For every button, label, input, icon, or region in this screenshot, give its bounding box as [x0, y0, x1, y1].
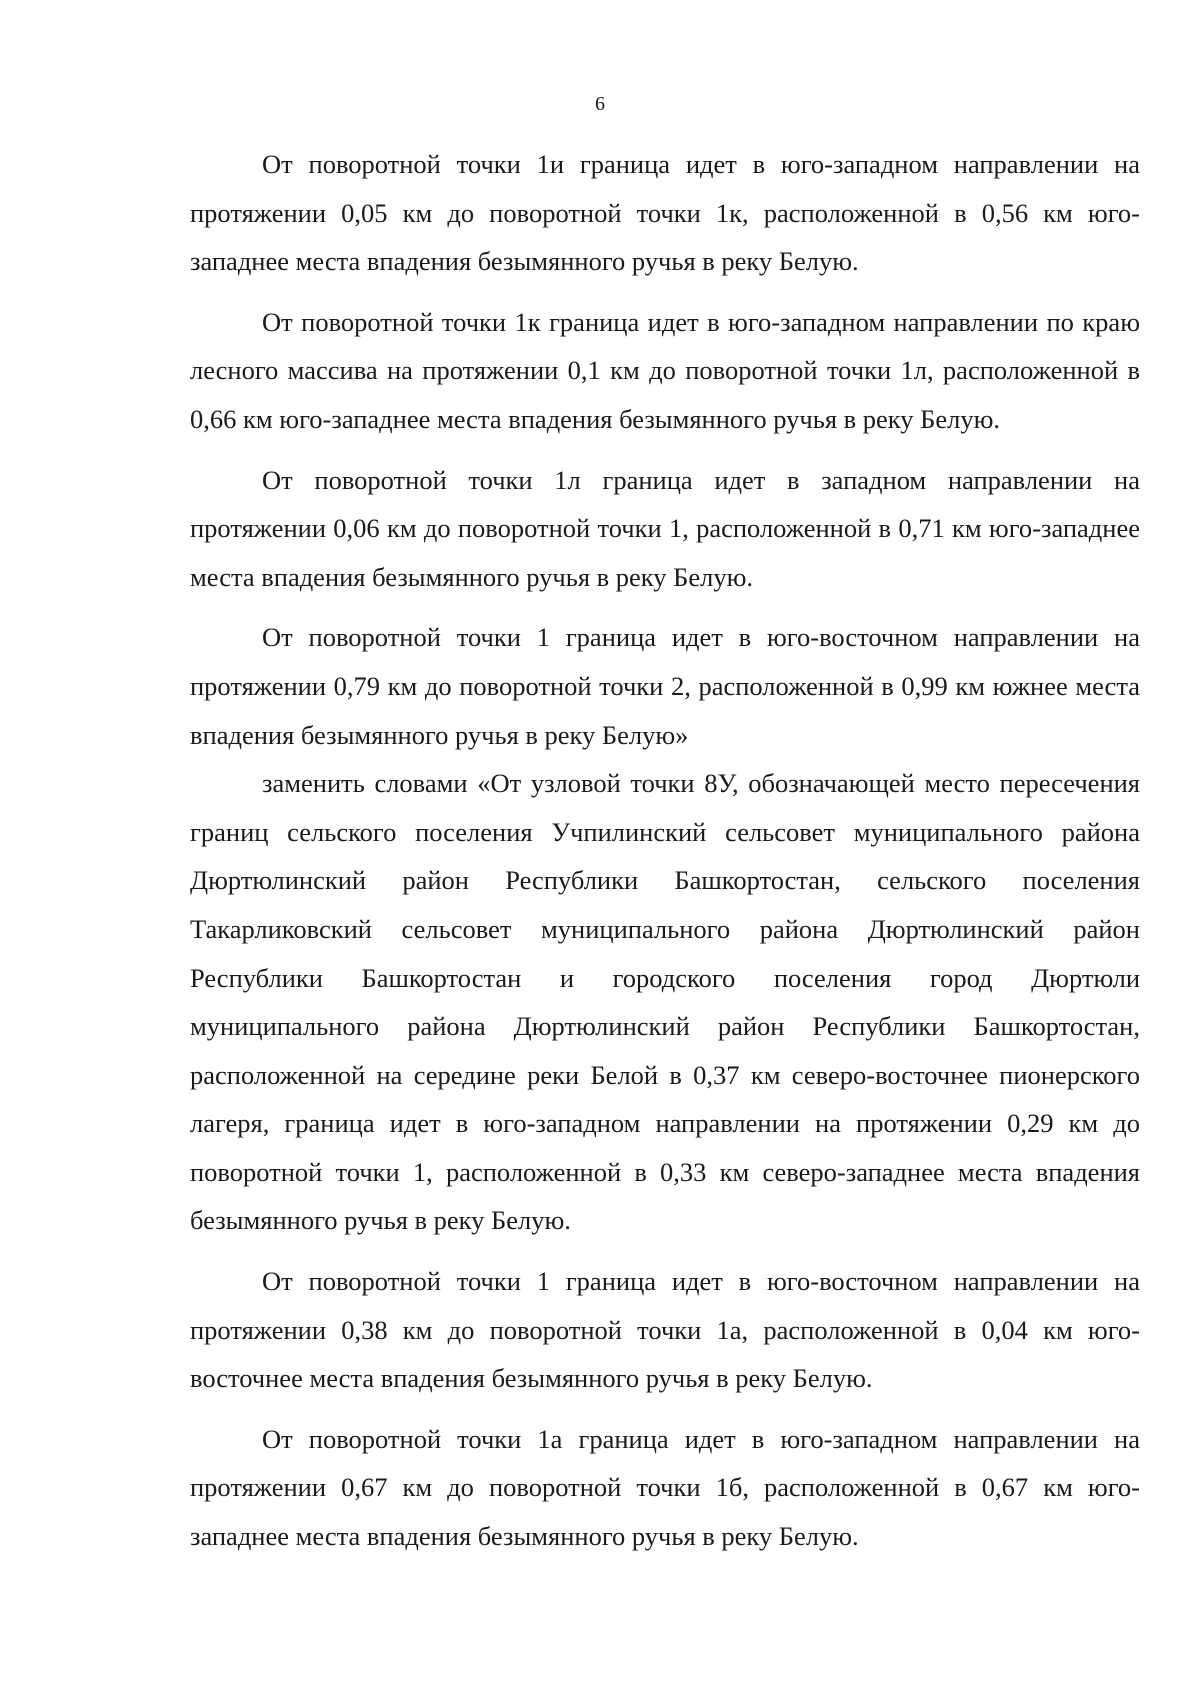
paragraph-6: От поворотной точки 1 граница идет в юго-восточном направлении на протяжении 0,38 км до поворотной точки 1а, расположенной в 0,04 км юго-восточнее места впадения безымянного ручья в реку Белую. [190, 1266, 1140, 1394]
page-number: 6 [595, 93, 605, 115]
paragraph-2: От поворотной точки 1к граница идет в юго-западном направлении по краю лесного массива на протяжении 0,1 км до поворотной точки 1л, расположенной в 0,66 км юго-западнее места впадения безымянного ручья в реку Белую. [190, 306, 1140, 434]
paragraph-7: От поворотной точки 1а граница идет в юго-западном направлении на протяжении 0,67 км до поворотной точки 1б, расположенной в 0,67 км юго-западнее места впадения безымянного ручья в реку Белую. [190, 1423, 1140, 1552]
paragraph-3: От поворотной точки 1л граница идет в западном направлении на протяжении 0,06 км до поворотной точки 1, расположенной в 0,71 км юго-западнее места впадения безымянного ручья в реку Белую. [190, 464, 1140, 592]
paragraph-1: От поворотной точки 1и граница идет в юго-западном направлении на протяжении 0,05 км до поворотной точки 1к, расположенной в 0,56 км юго-западнее места впадения безымянного ручья в реку Белую. [190, 149, 1140, 277]
document-body [190, 140, 1140, 1561]
paragraph-5: заменить словами «От узловой точки 8У, обозначающей место пересечения границ сельского поселения Учпилинский сельсовет муниципального района Дюртюлинский район Республики Башкортостан, сельского поселения Такарликовский сельсовет муниципального района Дюртюлинский район Республики Башкортостан и городского поселения город Дюртюли муниципального района Дюртюлинский район Республики Башкортостан, расположенной на середине реки Белой в 0,37 км северо-восточнее пионерского лагеря, граница идет в юго-западном направлении на протяжении 0,29 км до поворотной точки 1, расположенной в 0,33 км северо-западнее места впадения безымянного ручья в реку Белую. [190, 768, 1140, 1236]
paragraph-4: От поворотной точки 1 граница идет в юго-восточном направлении на протяжении 0,79 км до поворотной точки 2, расположенной в 0,99 км южнее места впадения безымянного ручья в реку Белую» [190, 622, 1140, 750]
